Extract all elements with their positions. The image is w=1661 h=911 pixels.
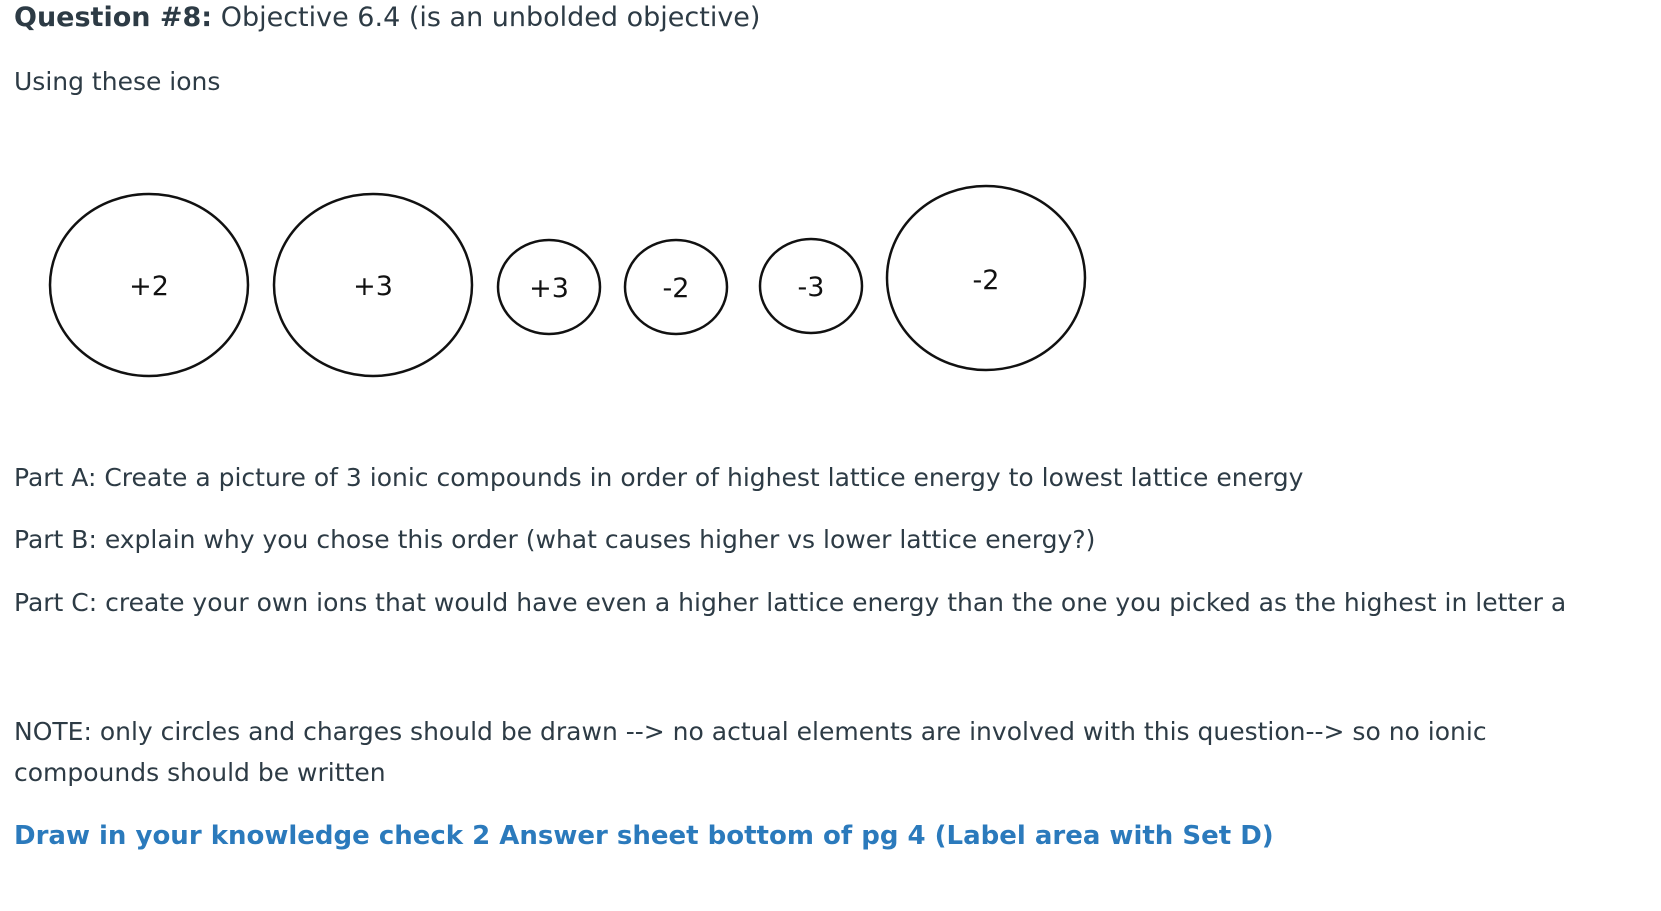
question-number: Question #8:: [14, 2, 213, 33]
ion-small-anion-minus-2: [625, 240, 727, 334]
part-c-text: Part C: create your own ions that would have even a higher lattice energy than the one you picked as the highest in letter a: [14, 588, 1567, 617]
ion-small-cation-plus-3: [498, 240, 600, 334]
ion-charge-label: -2: [972, 265, 1000, 296]
note-text: NOTE: only circles and charges should be drawn --> no actual elements are involved with this question--> so no ionic compounds should be written: [14, 717, 1487, 787]
ion-large-anion-minus-2: [887, 186, 1085, 370]
ion-charge-label: +2: [129, 271, 169, 302]
answer-sheet-link[interactable]: Draw in your knowledge check 2 Answer sheet bottom of pg 4 (Label area with Set D): [14, 821, 1274, 851]
ion-charge-label: +3: [529, 273, 569, 304]
part-b-text: Part B: explain why you chose this order (what causes higher vs lower lattice energy?): [14, 525, 1096, 554]
intro-text: Using these ions: [14, 67, 221, 96]
ion-charge-label: -2: [662, 273, 690, 304]
ion-charge-label: -3: [797, 272, 825, 303]
ion-large-cation-plus-2: [50, 194, 248, 376]
ion-large-cation-plus-3: [274, 194, 472, 376]
ion-small-anion-minus-3: [760, 239, 862, 333]
ion-charge-label: +3: [353, 271, 393, 302]
part-a-text: Part A: Create a picture of 3 ionic compounds in order of highest lattice energy to lowest lattice energy: [14, 463, 1304, 492]
question-objective: Objective 6.4 (is an unbolded objective): [220, 2, 761, 33]
